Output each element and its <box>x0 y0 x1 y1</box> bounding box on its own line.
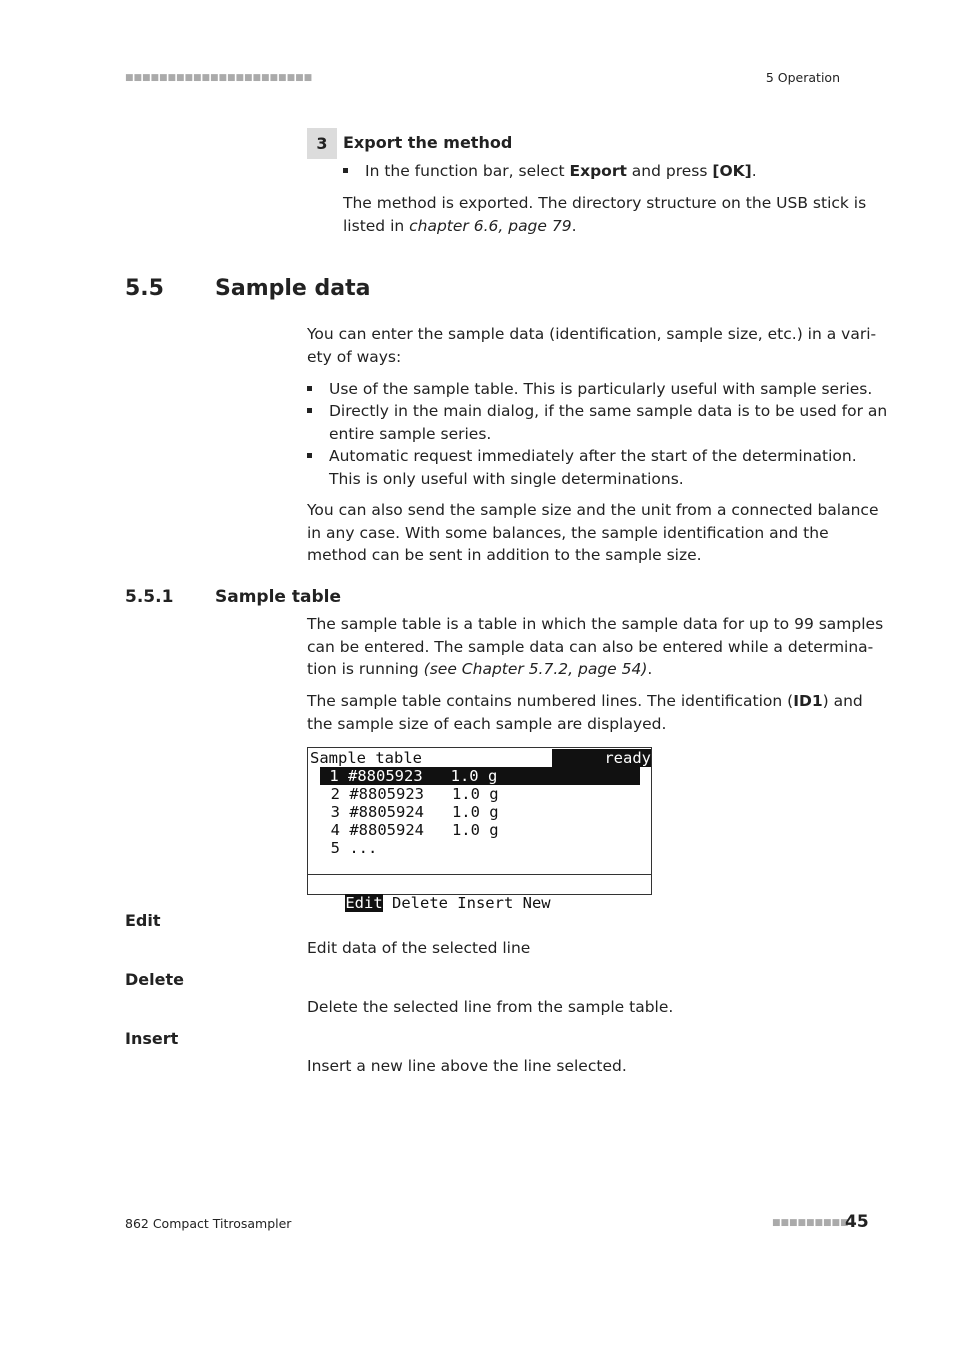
list-item <box>307 445 857 490</box>
line: method can be sent in addition to the sample size. <box>307 546 702 564</box>
screen-status: ready <box>552 749 651 767</box>
term-edit: Edit <box>125 911 161 930</box>
chapter-link[interactable]: chapter 6.6, page 79 <box>409 216 572 235</box>
table-row-selected[interactable]: 1 #8805923 1.0 g <box>320 767 640 785</box>
text: and press <box>626 162 713 180</box>
text: listed in <box>343 216 410 235</box>
table-row[interactable]: 5 ... <box>312 839 378 857</box>
bold-export: Export <box>569 162 627 180</box>
list-item <box>307 378 872 401</box>
text: . <box>571 216 577 235</box>
bullet-square-icon <box>307 408 312 413</box>
line: the sample size of each sample are displayed. <box>307 714 667 733</box>
line: in any case. With some balances, the sample identification and the <box>307 523 829 542</box>
footer-product: 862 Compact Titrosampler <box>125 1216 292 1231</box>
bold-id1: ID1 <box>793 692 823 710</box>
term-insert-desc: Insert a new line above the line selected. <box>307 1057 627 1075</box>
table-row[interactable]: 3 #8805924 1.0 g <box>312 803 499 821</box>
line: You can also send the sample size and the unit from a connected balance <box>307 501 879 519</box>
edit-button[interactable]: Edit <box>345 894 383 912</box>
line: can be entered. The sample data can also be entered while a determina- <box>307 637 874 656</box>
step-result <box>343 192 866 237</box>
section-title: Sample data <box>215 276 371 301</box>
bullet-square-icon <box>307 453 312 458</box>
subsection-p2 <box>307 690 863 735</box>
section-number: 5.5 <box>125 276 164 301</box>
instrument-screen <box>307 747 652 912</box>
line: ety of ways: <box>307 347 402 366</box>
text: The sample table contains numbered lines. The identification ( <box>307 692 794 710</box>
text: . <box>751 162 757 180</box>
screen-title: Sample table <box>310 749 422 767</box>
section-outro <box>307 499 878 567</box>
line: You can enter the sample data (identification, sample size, etc.) in a vari- <box>307 325 877 343</box>
bold-ok: [OK] <box>712 162 752 180</box>
table-row[interactable]: 2 #8805923 1.0 g <box>312 785 499 803</box>
line: Automatic request immediately after the start of the determination. <box>329 447 857 465</box>
list-item <box>307 400 887 445</box>
subsection-number: 5.5.1 <box>125 587 174 607</box>
function-bar-divider <box>308 874 651 875</box>
line: Directly in the main dialog, if the same sample data is to be used for an <box>329 402 888 420</box>
step-title: Export the method <box>343 133 513 152</box>
term-delete-desc: Delete the selected line from the sample table. <box>307 998 674 1016</box>
footer-decoration: ■■■■■■■■■ <box>772 1218 849 1228</box>
term-delete: Delete <box>125 970 184 989</box>
bullet-square-icon <box>307 386 312 391</box>
step-bullet <box>343 160 757 183</box>
text: . <box>647 660 653 678</box>
header-chapter: 5 Operation <box>765 70 840 85</box>
page-number: 45 <box>845 1212 869 1232</box>
table-row[interactable]: 4 #8805924 1.0 g <box>312 821 499 839</box>
subsection-title: Sample table <box>215 587 341 607</box>
function-bar <box>308 876 551 912</box>
term-edit-desc: Edit data of the selected line <box>307 939 531 957</box>
chapter-link[interactable]: (see Chapter 5.7.2, page 54) <box>423 660 648 678</box>
function-bar-items[interactable]: Delete Insert New <box>382 894 551 912</box>
bullet-square-icon <box>343 168 348 173</box>
text: ) and <box>822 692 863 710</box>
step-number: 3 <box>307 128 337 159</box>
term-insert: Insert <box>125 1029 179 1048</box>
line: The sample table is a table in which the sample data for up to 99 samples <box>307 615 884 633</box>
line: Use of the sample table. This is particularly useful with sample series. <box>329 380 873 398</box>
subsection-p1 <box>307 613 883 681</box>
header-decoration: ■■■■■■■■■■■■■■■■■■■■■■ <box>125 73 313 83</box>
line: This is only useful with single determinations. <box>329 469 684 488</box>
text: In the function bar, select <box>365 162 570 180</box>
line: entire sample series. <box>329 424 492 443</box>
section-intro <box>307 323 876 368</box>
text: tion is running <box>307 660 424 678</box>
line: The method is exported. The directory structure on the USB stick is <box>343 194 867 212</box>
